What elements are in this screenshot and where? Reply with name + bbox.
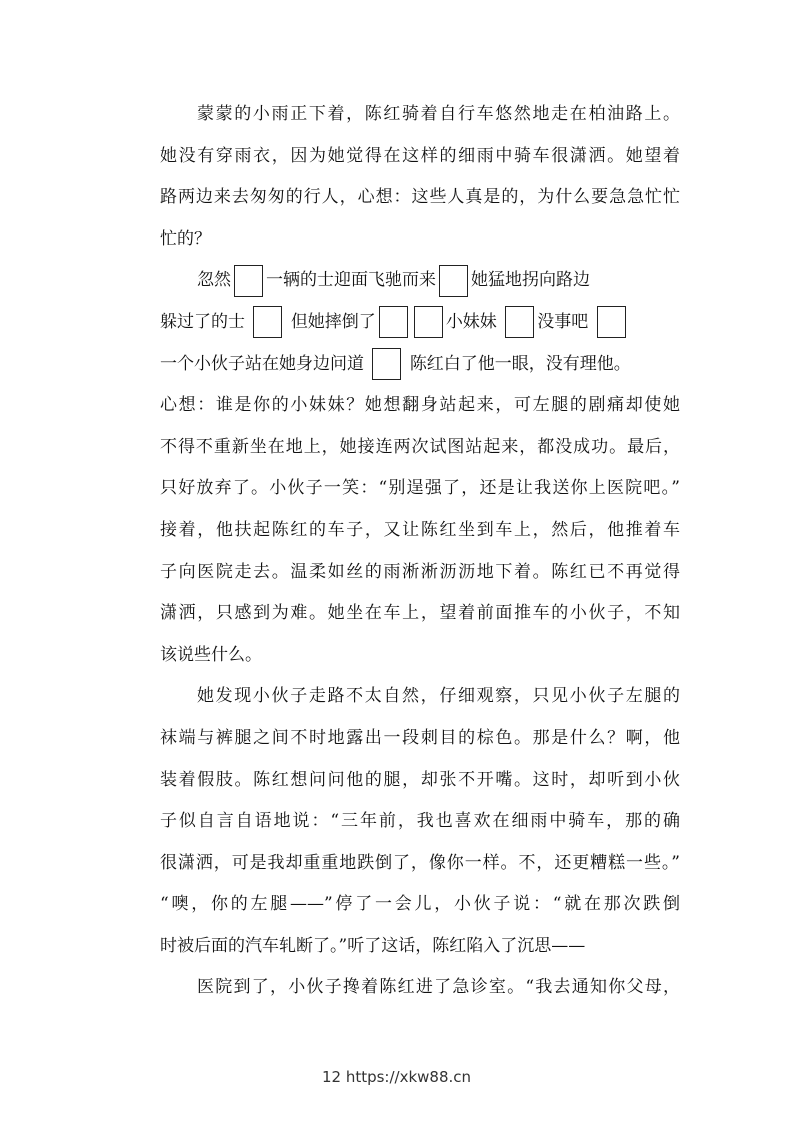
text-segment: 忽然 bbox=[197, 270, 231, 291]
text-line: 路两边来去匆匆的行人，心想：这些人真是的，为什么要急急忙忙 bbox=[160, 187, 680, 208]
fill-in-line bbox=[160, 344, 680, 386]
text-line: 她没有穿雨衣，因为她觉得在这样的细雨中骑车很潇洒。她望着 bbox=[160, 145, 680, 166]
document-page bbox=[160, 94, 680, 1009]
text-line: 蒙蒙的小雨正下着，陈红骑着自行车悠然地走在柏油路上。 bbox=[197, 104, 680, 124]
text-segment: 她猛地拐向路边 bbox=[471, 270, 590, 291]
text-line: 很潇洒，可是我却重重地跌倒了，像你一样。不，还更糟糕一些。” bbox=[160, 852, 680, 873]
punctuation-blank-box[interactable] bbox=[414, 306, 443, 338]
text-line: 心想：谁是你的小妹妹？她想翻身站起来，可左腿的剧痛却使她 bbox=[160, 395, 680, 416]
text-segment: 陈红白了他一眼，没有理他。 bbox=[409, 353, 631, 374]
text-line: 只好放弃了。小伙子一笑：“别逞强了，还是让我送你上医院吧。” bbox=[160, 478, 680, 499]
text-line: 装着假肢。陈红想问问他的腿，却张不开嘴。这时，却听到小伙 bbox=[160, 769, 680, 790]
text-line: 她发现小伙子走路不太自然，仔细观察，只见小伙子左腿的 bbox=[197, 686, 680, 707]
text-line: 潇洒，只感到为难。她坐在车上，望着前面推车的小伙子，不知 bbox=[160, 603, 680, 624]
page-footer: 12 https://xkw88.cn bbox=[321, 1068, 472, 1086]
fill-in-line bbox=[160, 302, 680, 344]
punctuation-blank-box[interactable] bbox=[372, 348, 401, 380]
punctuation-blank-box[interactable] bbox=[234, 265, 263, 297]
punctuation-blank-box[interactable] bbox=[439, 265, 468, 297]
text-line: 子似自言自语地说：“三年前，我也喜欢在细雨中骑车，那的确 bbox=[160, 811, 680, 832]
text-segment: 但她摔倒了 bbox=[290, 311, 376, 332]
text-segment: 躲过了的士 bbox=[160, 311, 245, 332]
punctuation-blank-box[interactable] bbox=[379, 306, 408, 338]
text-line: 忙的？ bbox=[160, 228, 211, 249]
fill-in-line bbox=[160, 260, 680, 302]
text-segment: 一辆的士迎面飞驰而来 bbox=[266, 270, 436, 291]
text-line: 不得不重新坐在地上，她接连两次试图站起来，都没成功。最后， bbox=[160, 436, 680, 457]
text-line: 袜端与裤腿之间不时地露出一段刺目的棕色。那是什么？啊，他 bbox=[160, 727, 680, 748]
text-line: 接着，他扶起陈红的车子，又让陈红坐到车上，然后，他推着车 bbox=[160, 519, 680, 540]
text-segment: 一个小伙子站在她身边问道 bbox=[160, 353, 364, 374]
text-line: 时被后面的汽车轧断了。”听了这话，陈红陷入了沉思—— bbox=[160, 935, 586, 956]
text-line: 医院到了，小伙子搀着陈红进了急诊室。“我去通知你父母， bbox=[197, 977, 680, 998]
text-line: “噢，你的左腿——”停了一会儿，小伙子说：“就在那次跌倒 bbox=[160, 894, 680, 915]
text-segment: 没事吧 bbox=[537, 311, 589, 332]
text-line: 该说些什么。 bbox=[160, 644, 262, 665]
punctuation-blank-box[interactable] bbox=[253, 306, 282, 338]
punctuation-blank-box[interactable] bbox=[505, 306, 534, 338]
text-segment: 小妹妹 bbox=[445, 311, 497, 332]
punctuation-blank-box[interactable] bbox=[597, 306, 626, 338]
text-line: 子向医院走去。温柔如丝的雨淅淅沥沥地下着。陈红已不再觉得 bbox=[160, 561, 680, 582]
